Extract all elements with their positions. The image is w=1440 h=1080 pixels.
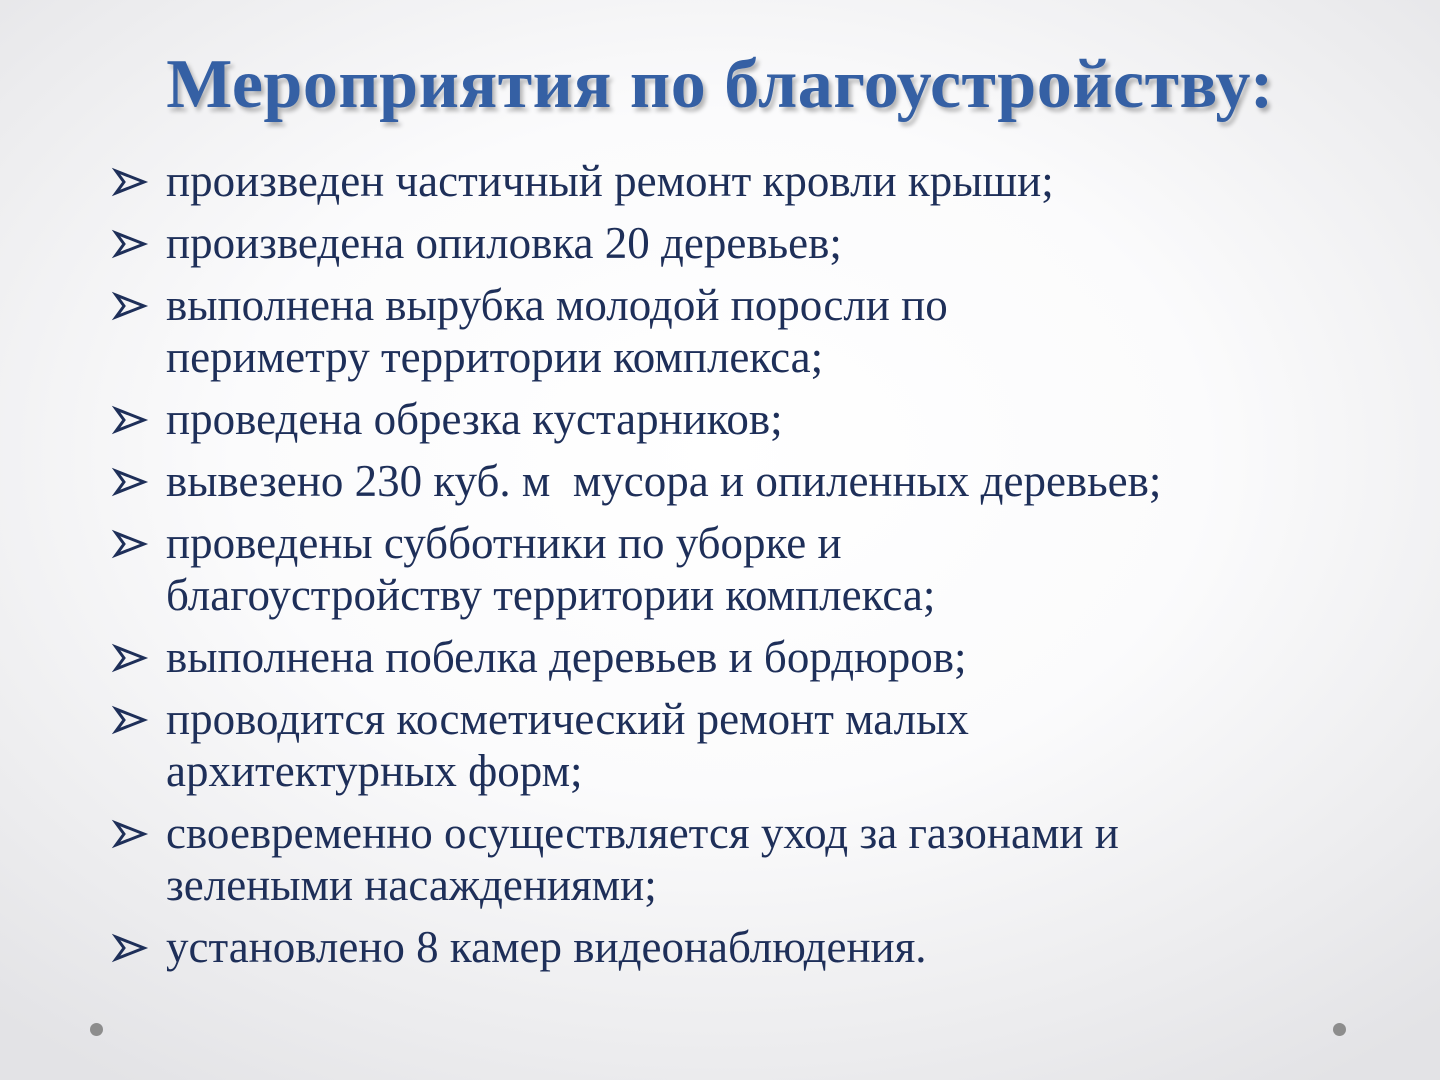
list-item-text: проведена обрезка кустарников; [166, 394, 783, 444]
list-item [110, 279, 1340, 383]
decorative-dot-left [90, 1023, 103, 1036]
arrowhead-bullet-icon [110, 524, 150, 564]
arrowhead-bullet-icon [110, 162, 150, 202]
list-item [110, 921, 1340, 973]
list-item-text: проводится косметический ремонт малых [166, 694, 969, 744]
list-item-text: произведен частичный ремонт кровли крыши; [166, 156, 1054, 206]
arrowhead-bullet-icon [110, 814, 150, 854]
arrowhead-bullet-icon [110, 700, 150, 740]
arrowhead-bullet-icon [110, 286, 150, 326]
arrowhead-bullet-icon [110, 400, 150, 440]
list-item [110, 393, 1340, 445]
arrowhead-bullet-icon [110, 224, 150, 264]
list-item-text-continuation: архитектурных форм; [166, 746, 583, 796]
list-item [110, 631, 1340, 683]
slide-title: Мероприятия по благоустройству: [166, 46, 1274, 123]
list-item [110, 517, 1340, 621]
list-item [110, 807, 1340, 911]
list-item-text: установлено 8 камер видеонаблюдения. [166, 922, 927, 972]
list-item-text: выполнена побелка деревьев и бордюров; [166, 632, 967, 682]
list-item-text-continuation: зелеными насаждениями; [166, 860, 657, 910]
bullet-list [110, 155, 1340, 983]
list-item-text: своевременно осуществляется уход за газонами и [166, 808, 1119, 858]
list-item [110, 693, 1340, 797]
arrowhead-bullet-icon [110, 462, 150, 502]
list-item-text: произведена опиловка 20 деревьев; [166, 218, 842, 268]
list-item-text: проведены субботники по уборке и [166, 518, 842, 568]
list-item [110, 455, 1340, 507]
list-item-text-continuation: периметру территории комплекса; [166, 332, 824, 382]
decorative-dot-right [1333, 1023, 1346, 1036]
list-item-text: выполнена вырубка молодой поросли по [166, 280, 948, 330]
list-item [110, 217, 1340, 269]
arrowhead-bullet-icon [110, 928, 150, 968]
list-item-text-continuation: благоустройству территории комплекса; [166, 570, 936, 620]
list-item-text: вывезено 230 куб. м мусора и опиленных деревьев; [166, 456, 1162, 506]
list-item [110, 155, 1340, 207]
arrowhead-bullet-icon [110, 638, 150, 678]
